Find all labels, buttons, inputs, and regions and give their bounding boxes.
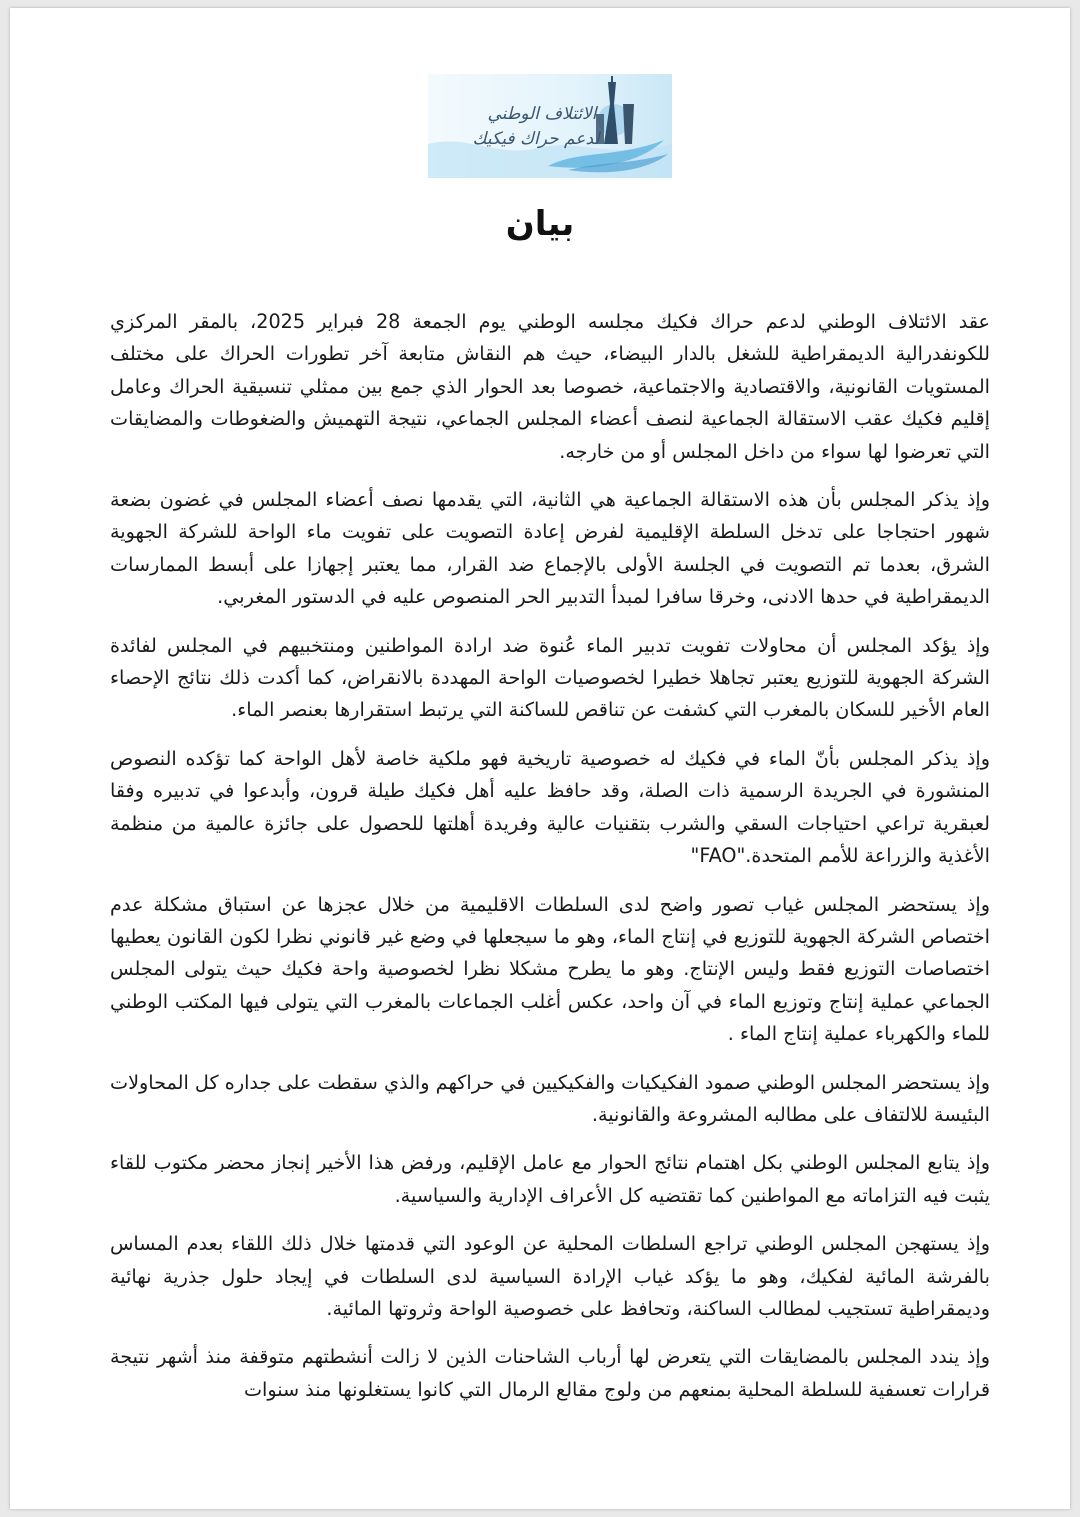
paragraph: وإذ يؤكد المجلس أن محاولات تفويت تدبير الماء عُنوة ضد ارادة المواطنين ومنتخبيهم في المجلس لفائدة الشركة الجهوية للتوزيع يعتبر تجاهلا خطيرا لخصوصيات الواحة المهددة بالانقراض، كما أكدت ذلك نتائج الإحصاء العام الأخير للسكان بالمغرب التي كشفت عن تناقص للساكنة التي يرتبط استقرارها بعنصر الماء. <box>110 633 990 722</box>
logo-emblem <box>428 74 672 178</box>
paragraph: وإذ يستحضر المجلس الوطني صمود الفكيكيات والفكيكيين في حراكهم والذي سقطت على جداره كل المحاولات البئيسة للالتفاف على مطالبه المشروعة والقانونية. <box>110 1070 990 1126</box>
paragraph: وإذ يذكر المجلس بأن هذه الاستقالة الجماعية هي الثانية، التي يقدمها نصف أعضاء المجلس في غضون بضعة شهور احتجاجا على تدخل السلطة الإقليمية لفرض إعادة التصويت على تفويت ماء الواحة للشركة الجهوية الشرق، بعدما تم التصويت في الجلسة الأولى بالإجماع ضد القرار، مما يعتبر إجهازا على أبسط الممارسات الديمقراطية في حدها الادنى، وخرقا سافرا لمبدأ التدبير الحر المنصوص عليه في الدستور المغربي. <box>110 488 990 609</box>
document-page <box>10 8 1070 1509</box>
logo-text-line1: الائتلاف الوطني <box>487 104 597 124</box>
paragraph: وإذ يندد المجلس بالمضايقات التي يتعرض لها أرباب الشاحنات الذين لا زالت أنشطتهم متوقفة منذ أشهر نتيجة قرارات تعسفية للسلطة المحلية بمنعهم من ولوج مقالع الرمال التي كانوا يستغلونها منذ سنوات <box>110 1345 990 1401</box>
document-title: بيان <box>505 204 575 244</box>
logo-text-line2: لدعم حراك فيكيك <box>472 129 600 149</box>
paragraph: وإذ يستهجن المجلس الوطني تراجع السلطات المحلية عن الوعود التي قدمتها خلال ذلك اللقاء بعدم المساس بالفرشة المائية لفكيك، وهو ما يؤكد غياب الإرادة السياسية لدى السلطات في إيجاد حلول جذرية نهائية وديمقراطية تستجيب لمطالب الساكنة، وتحافظ على خصوصية الواحة وثروتها المائية. <box>110 1232 990 1320</box>
paragraph: وإذ يستحضر المجلس غياب تصور واضح لدى السلطات الاقليمية من خلال عجزها عن استباق مشكلة عدم اختصاص الشركة الجهوية للتوزيع في إنتاج الماء، وهو ما سيجعلها في وضع غير قانوني نظرا لكون القانون يعطيها اختصاصات التوزيع فقط وليس الإنتاج. وهو ما يطرح مشكلا نظرا لخصوصية واحة فكيك حيث يتولى المجلس الجماعي عملية إنتاج وتوزيع الماء في آن واحد، عكس أغلب الجماعات بالمغرب التي يتولى فيها المكتب الوطني للماء والكهرباء عملية إنتاج الماء . <box>110 892 990 1046</box>
document-body <box>110 306 990 1406</box>
paragraph: عقد الائتلاف الوطني لدعم حراك فكيك مجلسه الوطني يوم الجمعة 28 فبراير 2025، بالمقر المركزي للكونفدرالية الديمقراطية للشغل بالدار البيضاء، حيث هم النقاش متابعة آخر تطورات الحراك على مختلف المستويات القانونية، والاقتصادية والاجتماعية، خصوصا بعد الحوار الذي جمع بين ممثلي تنسيقية الحراك وعامل إقليم فكيك عقب الاستقالة الجماعية لنصف أعضاء المجلس الجماعي، نتيجة التهميش والضغوطات والمضايقات التي تعرضوا لها سواء من داخل المجلس أو من خارجه. <box>110 310 990 463</box>
paragraph: وإذ يتابع المجلس الوطني بكل اهتمام نتائج الحوار مع عامل الإقليم، ورفض هذا الأخير إنجاز محضر مكتوب للقاء يثبت فيه التزاماته مع المواطنين كما تقتضيه كل الأعراف الإدارية والسياسية. <box>110 1151 990 1207</box>
coalition-logo <box>428 74 672 178</box>
paragraph: وإذ يذكر المجلس بأنّ الماء في فكيك له خصوصية تاريخية فهو ملكية خاصة لأهل الواحة كما تؤكده النصوص المنشورة في الجريدة الرسمية ذات الصلة، وقد حافظ عليه أهل فكيك طيلة قرون، وأبدعوا في تدبيره وفقا لعبقرية تراعي احتياجات السقي والشرب بتقنيات عالية وفريدة أهلتها للحصول على جائزة عالمية من منظمة الأغذية والزراعة للأمم المتحدة."FAO" <box>110 746 990 868</box>
